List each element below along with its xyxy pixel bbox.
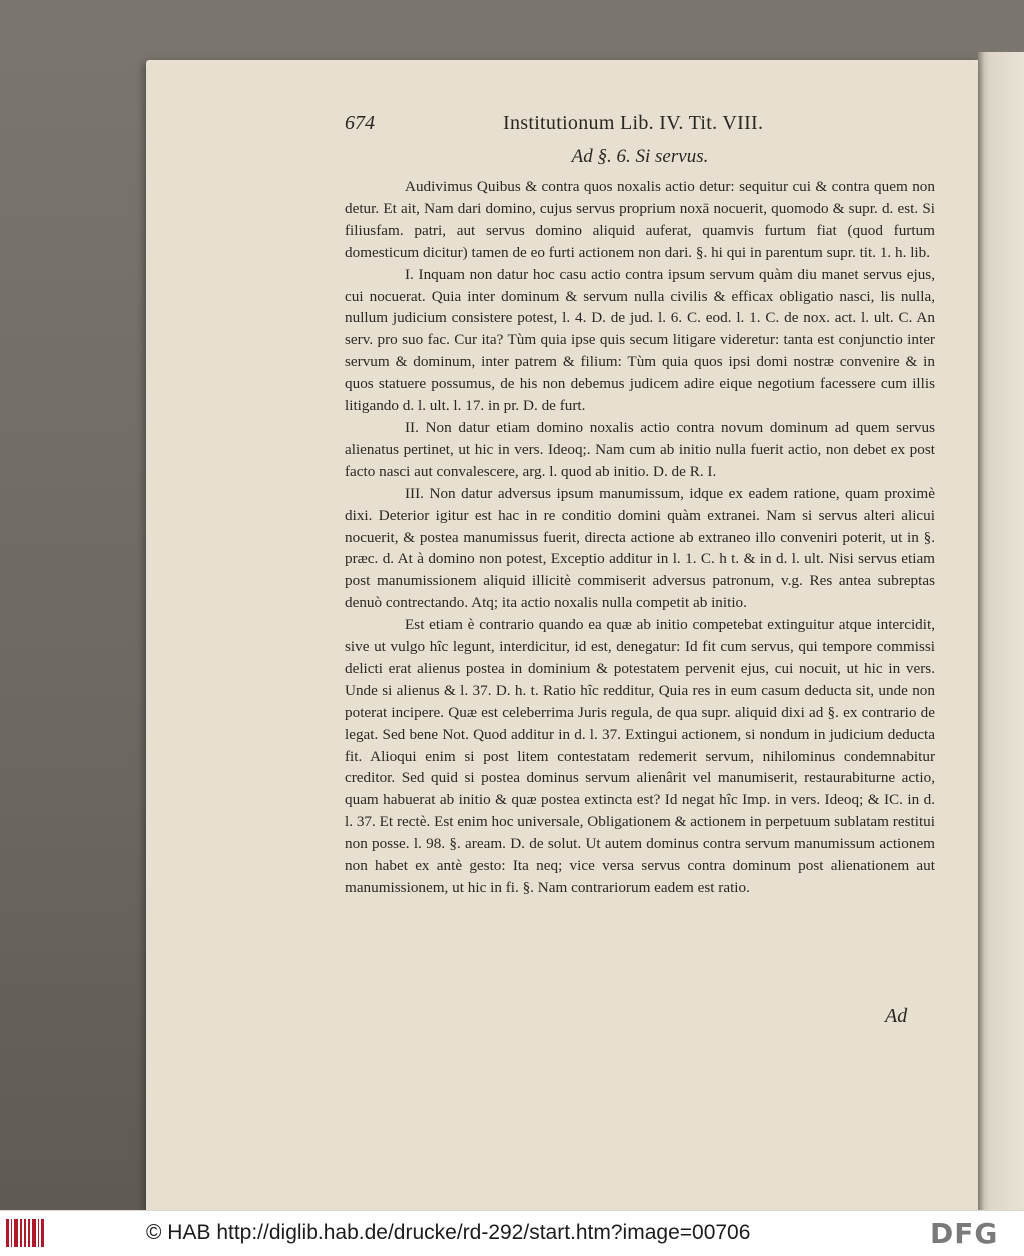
paragraph: Audivimus Quibus & contra quos noxalis actio detur: sequitur cui & contra quem non detur. Et ait, Nam dari domino, cujus servus proprium noxā nocuerit, quomodo & supr. d. est. Si filiusfam. patri, aut servus domino aliquid auferat, quamvis furtum fiat (quod furtum domesticum dicitur) tamen de eo furti actionem non dari. §. hi qui in parentum supr. tit. 1. h. lib. bbox=[345, 178, 935, 261]
copyright-link[interactable]: © HAB http://diglib.hab.de/drucke/rd-292/start.htm?image=00706 bbox=[146, 1221, 751, 1244]
paragraph: I. Inquam non datur hoc casu actio contra ipsum servum quàm diu manet servus ejus, cui nocuerat. Quia inter dominum & servum nulla civilis & efficax obligatio nasci, lis nulla, nullum judicium consistere potest, l. 4. D. de jud. l. 6. C. eod. l. 1. C. de nox. act. l. ult. C. An serv. pro suo fac. Cur ita? Tùm quia ipse quis secum litigare videretur: tanta est conjunctio inter servum & dominum, inter patrem & filium: Tùm quia quos ipsi domi nostræ convenire & in quos statuere possumus, de his non debemus judicem adire eique negotium facessere cum illis litigando d. l. ult. l. 17. in pr. D. de furt. bbox=[345, 265, 935, 415]
running-head bbox=[345, 112, 805, 138]
hab-logo-icon bbox=[6, 1219, 44, 1247]
paragraph: Est etiam è contrario quando ea quæ ab initio competebat extinguitur atque intercidit, sive ut vulgo hîc legunt, interdicitur, id est, denegatur: Id fit cum servus, qui tempore commissi delicti erat alienus postea in dominium & potestatem pervenit ejus, cui nocuit, ut hic in vers. Unde si alienus & l. 37. D. h. t. Ratio hîc redditur, Quia res in eum casum deducta sit, unde non poterat incipere. Quæ est celeberrima Juris regula, de qua supr. aliquid dixi ad §. ex contrario de legat. Sed bene Not. Quod additur in d. l. 37. Extingui actionem, si nondum in judicium deducta fit. Alioqui enim si post litem contestatam redemerit servum, nihilominus condemnabitur creditor. Sed quid si postea dominus servum alienârit vel manumiserit, restaurabiturne actio, quam habuerat ab initio & quæ postea extincta est? Id negat hîc Imp. in vers. Ideoq; & IC. in d. l. 37. Et rectè. Est enim hoc universale, Obligationem & actionem in perpetuum sublatam restitui non posse. l. 98. §. aream. D. de solut. Ut autem dominus contra servum manumissum actionem non habet ex antè gesto: Ita neq; vice versa servus contra dominum post alienationem aut manumissionem, ut hic in fi. §. Nam contrariorum eadem est ratio. bbox=[345, 616, 935, 896]
catchword: Ad bbox=[885, 1005, 908, 1027]
paragraph: II. Non datur etiam domino noxalis actio contra novum dominum ad quem servus alienatus pertinet, ut hic in vers. Ideoq;. Nam cum ab initio nulla fuerit actio, non debet ex post facto nasci aut convalescere, arg. l. quod ab initio. D. de R. I. bbox=[345, 418, 935, 480]
body-text bbox=[345, 176, 935, 899]
dfg-logo: DFG bbox=[930, 1217, 999, 1250]
paragraph: III. Non datur adversus ipsum manumissum, idque ex eadem ratione, quam proximè dixi. Deterior igitur est hac in re conditio domini quàm extranei. Nam si servus alteri alicui nocuerit, & postea manumissus fuerit, directa actione ab extraneo illo conveniri poterit, ut in §. præc. d. At à domino non potest, Exceptio additur in l. 1. C. h t. & in d. l. ult. Nisi servus etiam post manumissionem aliquid illicitè commiserit adversus patronum, v.g. Res antea subreptas denuò contrectando. Atq; ita actio noxalis nulla competit ab initio. bbox=[345, 484, 935, 612]
section-heading: Ad §. 6. Si servus. bbox=[571, 146, 709, 167]
running-title: Institutionum Lib. IV. Tit. VIII. bbox=[503, 112, 764, 134]
page-number: 674 bbox=[345, 112, 375, 134]
footer-bar bbox=[0, 1210, 1024, 1256]
adjacent-page-edge bbox=[978, 52, 1024, 1210]
